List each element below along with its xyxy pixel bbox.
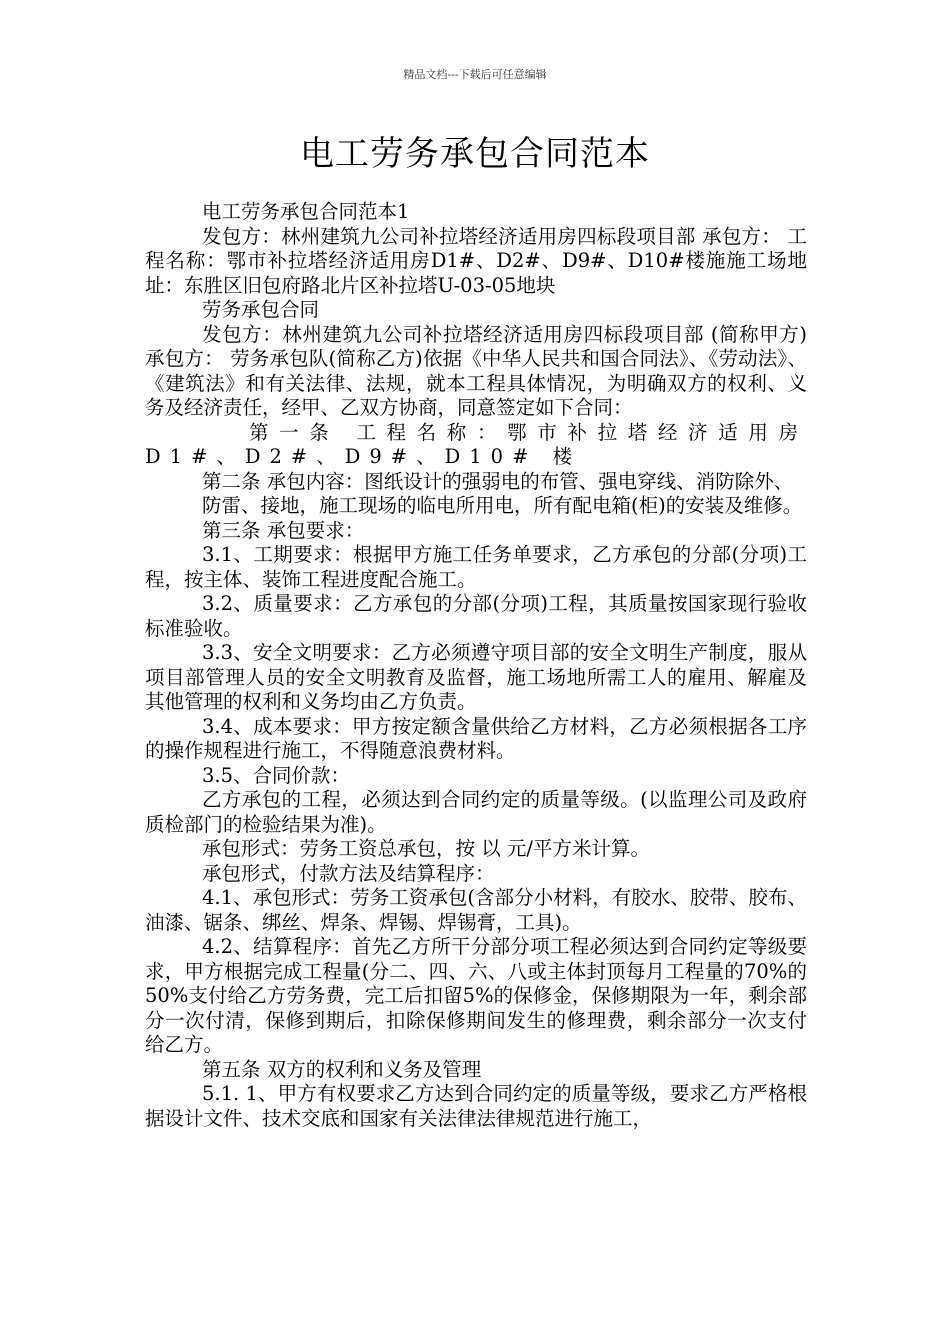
paragraph: 乙方承包的工程，必须达到合同约定的质量等级。(以监理公司及政府质检部门的检验结果为准)。	[145, 788, 807, 836]
header-note: 精品文档---下载后可任意编辑	[403, 68, 547, 81]
paragraph: 4.1、承包形式：劳务工资承包(含部分小材料，有胶水、胶带、胶布、油漆、锯条、绑丝、焊条、焊锡、焊锡膏，工具)。	[145, 886, 807, 934]
paragraph: 3.1、工期要求：根据甲方施工任务单要求，乙方承包的分部(分项)工程，按主体、装饰工程进度配合施工。	[145, 543, 807, 591]
paragraph: 3.4、成本要求：甲方按定额含量供给乙方材料，乙方必须根据各工序的操作规程进行施工，不得随意浪费材料。	[145, 714, 807, 762]
paragraph: 4.2、结算程序：首先乙方所干分部分项工程必须达到合同约定等级要求，甲方根据完成工程量(分二、四、六、八或主体封顶每月工程量的70%的50%支付给乙方劳务费，完工后扣留5%的保修金，保修期限为一年，剩余部分一次付清，保修到期后，扣除保修期间发生的修理费，剩余部分一次支付给乙方。	[145, 935, 807, 1056]
paragraph: 发包方：林州建筑九公司补拉塔经济适用房四标段项目部 (简称甲方) 承包方： 劳务承包队(简称乙方)依据《中华人民共和国合同法》、《劳动法》、《建筑法》和有关法律、法规，就本工程具体情况，为明确双方的权利、义务及经济责任，经甲、乙双方协商，同意签定如下合同：	[145, 322, 807, 419]
document-title: 电工劳务承包合同范本	[300, 134, 650, 174]
paragraph: 电工劳务承包合同范本1	[202, 200, 410, 223]
paragraph: 第一条 工程名称：鄂市补拉塔经济适用房D1#、D2#、D9#、D10# 楼	[145, 420, 807, 468]
paragraph: 第三条 承包要求：	[202, 518, 365, 542]
paragraph: 第二条 承包内容：图纸设计的强弱电的布管、强电穿线、消防除外、	[202, 469, 794, 493]
paragraph: 发包方：林州建筑九公司补拉塔经济适用房四标段项目部 承包方： 工程名称：鄂市补拉塔经济适用房D1#、D2#、D9#、D10#楼施施工场地址：东胜区旧包府路北片区补拉塔U-03-05地块	[145, 224, 807, 297]
document-body	[145, 200, 807, 1131]
paragraph: 3.5、合同价款：	[202, 763, 351, 787]
paragraph: 防雷、接地，施工现场的临电所用电，所有配电箱(柜)的安装及维修。	[202, 494, 803, 517]
paragraph: 3.3、安全文明要求：乙方必须遵守项目部的安全文明生产制度，服从项目部管理人员的安全文明教育及监督，施工场地所需工人的雇用、解雇及其他管理的权利和义务均由乙方负责。	[145, 641, 807, 713]
paragraph: 3.2、质量要求：乙方承包的分部(分项)工程，其质量按国家现行验收标准验收。	[145, 592, 807, 640]
paragraph: 第五条 双方的权利和义务及管理	[202, 1057, 482, 1081]
paragraph: 劳务承包合同	[202, 298, 320, 321]
paragraph: 5.1. 1、甲方有权要求乙方达到合同约定的质量等级，要求乙方严格根据设计文件、技术交底和国家有关法律法律规范进行施工，	[145, 1082, 807, 1130]
paragraph: 承包形式：劳务工资总承包，按 以 元/平方米计算。	[202, 837, 650, 860]
paragraph: 承包形式，付款方法及结算程序：	[202, 861, 495, 885]
